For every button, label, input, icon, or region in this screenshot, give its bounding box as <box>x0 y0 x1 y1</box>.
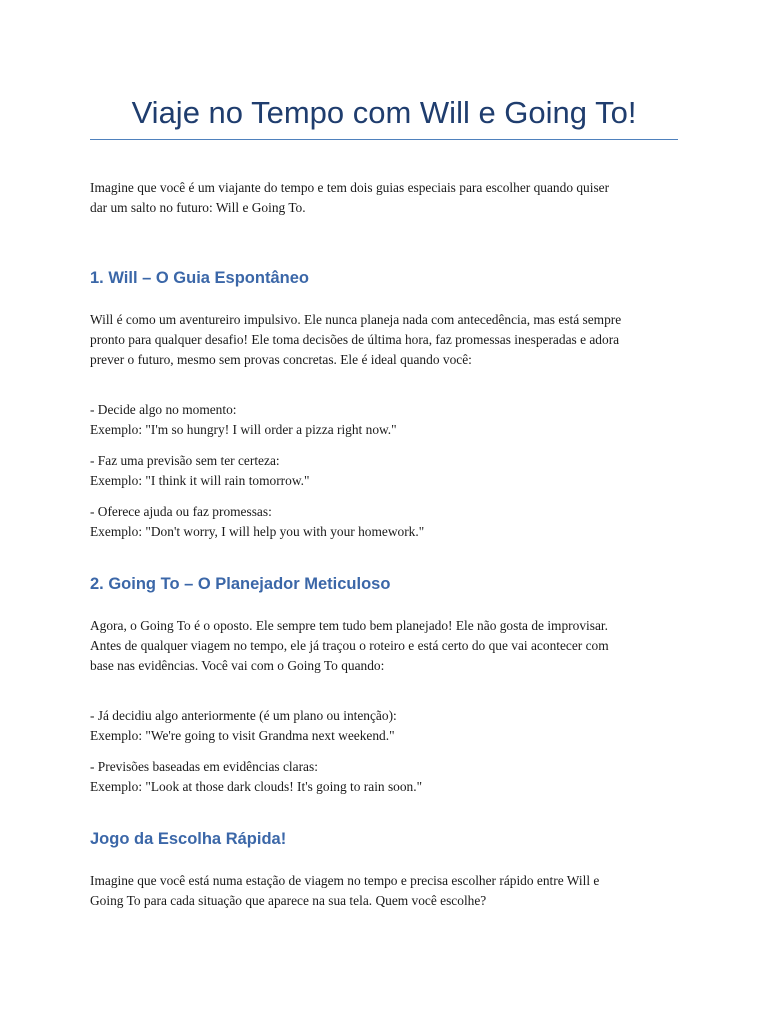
will-use-1-rule: - Decide algo no momento: <box>90 402 237 417</box>
game-line-1: Imagine que você está numa estação de viagem no tempo e precisa escolher rápido entre Will e <box>90 873 600 888</box>
going-to-paragraph <box>90 616 680 676</box>
title-underline <box>90 139 678 140</box>
page-title: Viaje no Tempo com Will e Going To! <box>131 95 637 130</box>
going-to-line-3: base nas evidências. Você vai com o Going To quando: <box>90 658 385 673</box>
intro-paragraph <box>90 178 680 218</box>
will-line-3: prever o futuro, mesmo sem provas concretas. Ele é ideal quando você: <box>90 352 472 367</box>
game-line-2: Going To para cada situação que aparece na sua tela. Quem você escolhe? <box>90 893 487 908</box>
will-use-3-rule: - Oferece ajuda ou faz promessas: <box>90 504 272 519</box>
will-use-1-example: Exemplo: "I'm so hungry! I will order a pizza right now." <box>90 422 397 437</box>
intro-line-1: Imagine que você é um viajante do tempo e tem dois guias especiais para escolher quando quiser <box>90 180 610 195</box>
will-line-1: Will é como um aventureiro impulsivo. Ele nunca planeja nada com antecedência, mas está sempre <box>90 312 622 327</box>
will-use-2-rule: - Faz uma previsão sem ter certeza: <box>90 453 280 468</box>
going-to-use-2-example: Exemplo: "Look at those dark clouds! It's going to rain soon." <box>90 779 423 794</box>
game-paragraph <box>90 871 680 911</box>
going-to-use-1-example: Exemplo: "We're going to visit Grandma next weekend." <box>90 728 395 743</box>
going-to-line-2: Antes de qualquer viagem no tempo, ele já traçou o roteiro e está certo do que vai acontecer com <box>90 638 609 653</box>
section-heading-going-to: 2. Going To – O Planejador Meticuloso <box>90 575 391 593</box>
going-to-use-2 <box>90 757 680 797</box>
intro-line-2: dar um salto no futuro: Will e Going To. <box>90 200 306 215</box>
will-use-2 <box>90 451 680 491</box>
going-to-use-1-rule: - Já decidiu algo anteriormente (é um plano ou intenção): <box>90 708 397 723</box>
will-use-2-example: Exemplo: "I think it will rain tomorrow." <box>90 473 310 488</box>
section-heading-will: 1. Will – O Guia Espontâneo <box>90 269 309 287</box>
will-line-2: pronto para qualquer desafio! Ele toma decisões de última hora, faz promessas inesperadas e adora <box>90 332 620 347</box>
section-heading-game: Jogo da Escolha Rápida! <box>90 830 287 848</box>
will-use-3-example: Exemplo: "Don't worry, I will help you with your homework." <box>90 524 425 539</box>
going-to-use-2-rule: - Previsões baseadas em evidências claras: <box>90 759 318 774</box>
going-to-use-1 <box>90 706 680 746</box>
will-paragraph <box>90 310 680 370</box>
will-use-1 <box>90 400 680 440</box>
will-use-3 <box>90 502 680 542</box>
going-to-line-1: Agora, o Going To é o oposto. Ele sempre tem tudo bem planejado! Ele não gosta de improvisar. <box>90 618 608 633</box>
